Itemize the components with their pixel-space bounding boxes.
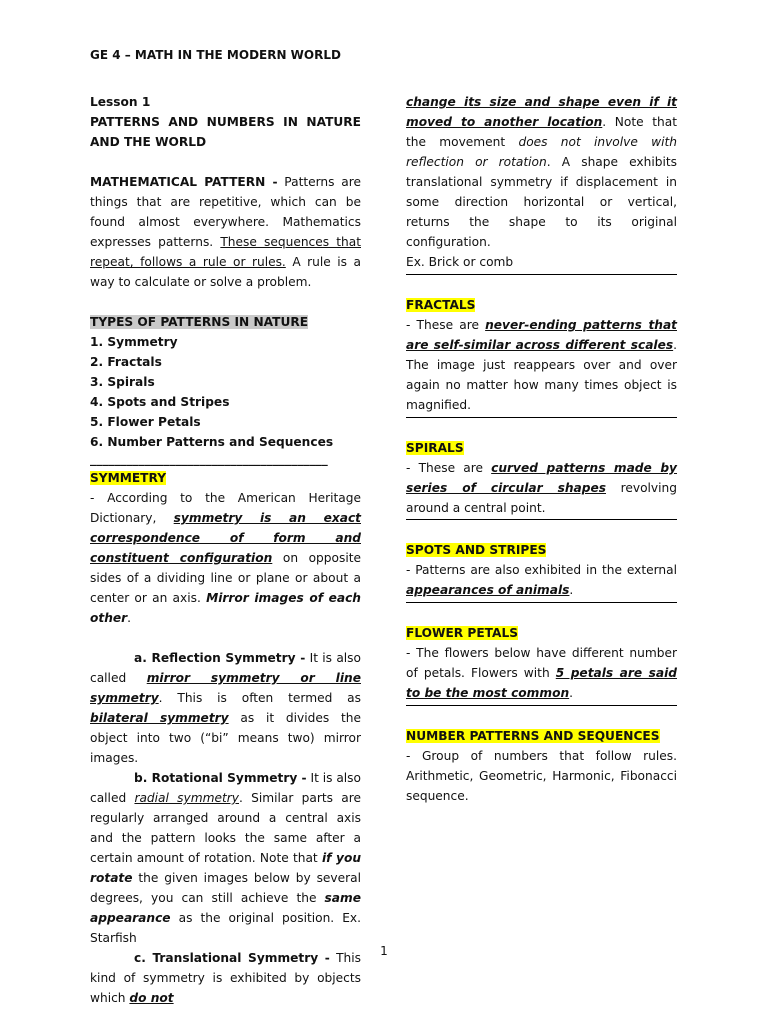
translational-paragraph: c. Translational Symmetry - This kind of symmetry is exhibited by objects which do not [90, 951, 361, 1005]
symmetry-paragraph: - According to the American Heritage Dictionary, symmetry is an exact correspondence of form and constituent configuration on opposite sides of a dividing line or plane or about a center or an axis. Mirror images of each other. [90, 491, 361, 625]
math-pattern-paragraph: MATHEMATICAL PATTERN - Patterns are things that are repetitive, which can be found almost everywhere. Mathematics expresses patterns. These sequences that repeat, follows a rule or rules. A rule is a way to calculate or solve a problem. [90, 175, 361, 289]
math-pattern-rule: These sequences that repeat, follows a rule or rules. [90, 235, 361, 269]
math-pattern-term: MATHEMATICAL PATTERN - [90, 175, 278, 189]
reflection-label: a. Reflection Symmetry - [134, 651, 306, 665]
rotational-paragraph: b. Rotational Symmetry - It is also called radial symmetry. Similar parts are regularly arranged around a central axis and the pattern looks the same after a certain amount of rotation. Note that if you rotate the given images below by several degrees, you can still achieve the same appearance as the original position. Ex. Starfish [90, 771, 362, 945]
document-header: GE 4 – MATH IN THE MODERN WORLD [90, 48, 341, 62]
rotational-label: b. Rotational Symmetry - [134, 771, 307, 785]
lesson-title: PATTERNS AND NUMBERS IN NATURE AND THE WORLD [90, 115, 361, 149]
petals-heading: FLOWER PETALS [406, 626, 519, 640]
numbers-heading: NUMBER PATTERNS AND SEQUENCES [406, 729, 660, 743]
type-item: 5. Flower Petals [90, 415, 201, 429]
translational-continued: change its size and shape even if it moved to another location. Note that the movement does not involve with reflection or rotation. A shape exhibits translational symmetry if displacement in some direction horizontal or vertical, returns the shape to its original configuration. [406, 95, 677, 249]
numbers-paragraph: - Group of numbers that follow rules. Arithmetic, Geometric, Harmonic, Fibonacci sequence. [406, 749, 677, 803]
left-column [90, 92, 361, 1008]
translational-example: Ex. Brick or comb [406, 255, 514, 269]
petals-paragraph: - The flowers below have different number of petals. Flowers with 5 petals are said to be the most common. [406, 646, 677, 700]
spirals-heading: SPIRALS [406, 441, 464, 455]
mirror-images: Mirror images of each other [90, 591, 361, 625]
symmetry-heading: SYMMETRY [90, 471, 167, 485]
lesson-number: Lesson 1 [90, 95, 151, 109]
spots-paragraph: - Patterns are also exhibited in the external appearances of animals. [406, 563, 677, 597]
spots-heading: SPOTS AND STRIPES [406, 543, 547, 557]
type-item: 4. Spots and Stripes [90, 395, 230, 409]
fractals-heading: FRACTALS [406, 298, 476, 312]
symmetry-definition: symmetry is an exact correspondence of form and constituent configuration [90, 511, 361, 565]
translational-label: c. Translational Symmetry - [134, 951, 330, 965]
fractals-paragraph: - These are never-ending patterns that are self-similar across different scales. The image just reappears over and over again no matter how many times object is magnified. [406, 318, 677, 412]
right-column [406, 92, 677, 806]
types-heading: TYPES OF PATTERNS IN NATURE [90, 315, 309, 329]
types-divider: _______________________________________ [90, 452, 328, 466]
type-item: 6. Number Patterns and Sequences [90, 435, 334, 449]
type-item: 2. Fractals [90, 355, 162, 369]
spirals-paragraph: - These are curved patterns made by series of circular shapes revolving around a central point. [406, 461, 677, 515]
type-item: 3. Spirals [90, 375, 155, 389]
page-number: 1 [380, 944, 388, 958]
reflection-paragraph: a. Reflection Symmetry - It is also called mirror symmetry or line symmetry. This is often termed as bilateral symmetry as it divides the object into two (“bi” means two) mirror images. [90, 651, 361, 765]
type-item: 1. Symmetry [90, 335, 178, 349]
